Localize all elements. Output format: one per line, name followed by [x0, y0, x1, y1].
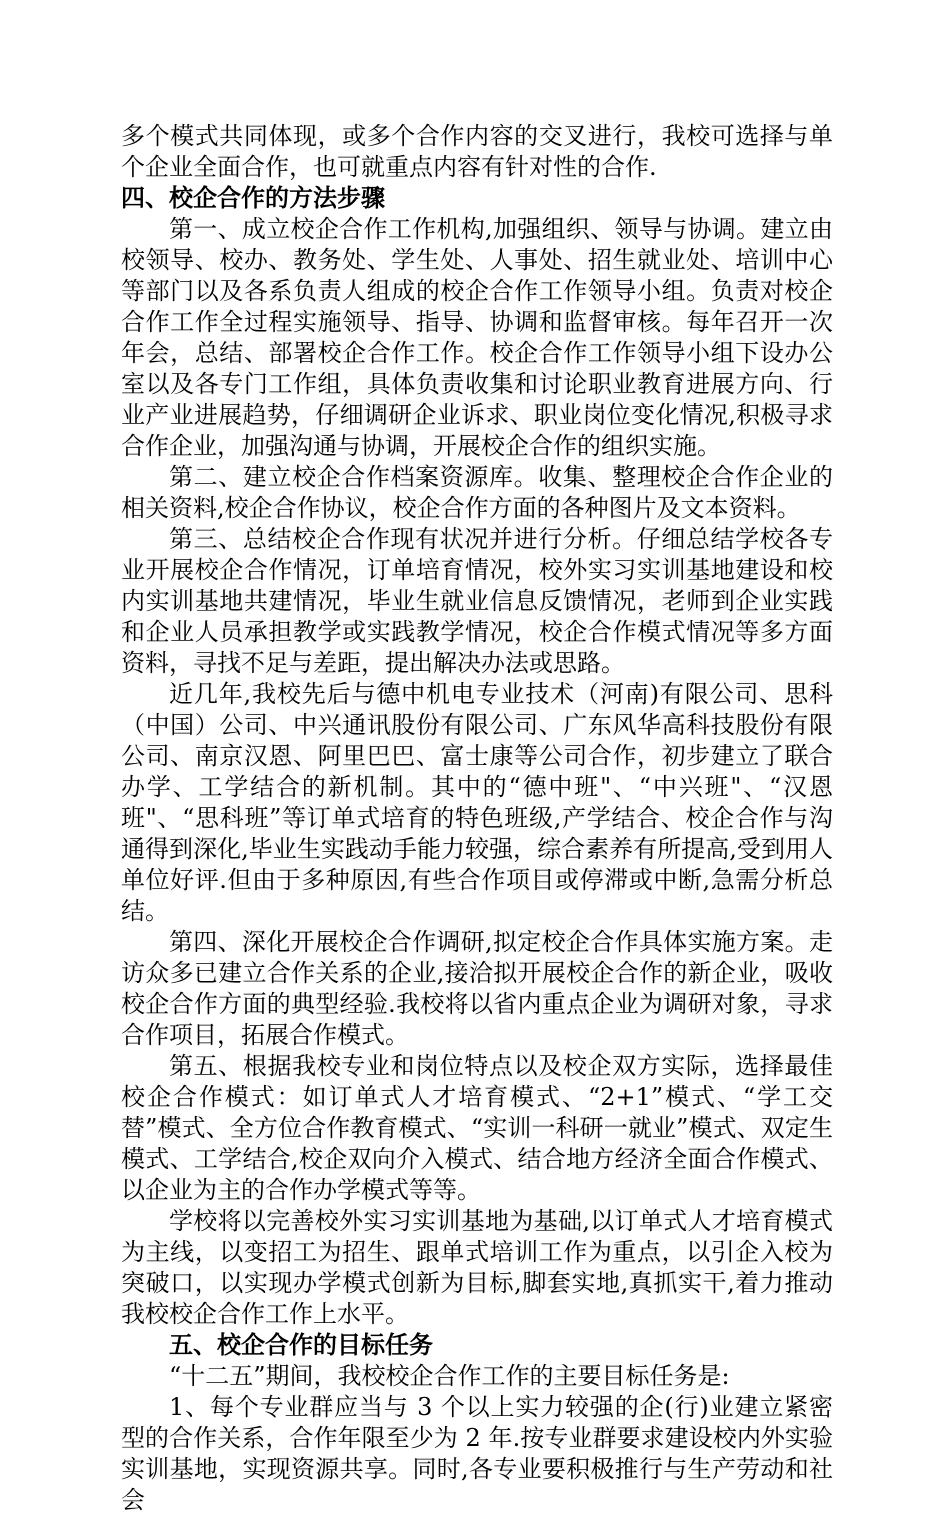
document-page: [121, 121, 833, 1516]
goals-intro-paragraph: “十二五”期间，我校校企合作工作的主要目标任务是:: [169, 1362, 730, 1390]
step-one-paragraph: 第一、成立校企合作工作机构,加强组织、领导与协调。建立由校领导、校办、教务处、学生处、人事处、招生就业处、培训中心等部门以及各系负责人组成的校企合作工作领导小组。负责对校企合作工作全过程实施领导、指导、协调和监督审核。每年召开一次年会，总结、部署校企合作工作。校企合作工作领导小组下设办公室以及各专门工作组，具体负责收集和讨论职业教育进展方向、行业产业进展趋势，仔细调研企业诉求、职业岗位变化情况,积极寻求合作企业，加强沟通与协调，开展校企合作的组织实施。: [121, 215, 833, 460]
step-three-paragraph: 第三、总结校企合作现有状况并进行分析。仔细总结学校各专业开展校企合作情况，订单培育情况，校外实习实训基地建设和校内实训基地共建情况，毕业生就业信息反馈情况，老师到企业实践和企业人员承担教学或实践教学情况，校企合作模式情况等多方面资料，寻找不足与差距，提出解决办法或思路。: [121, 525, 833, 677]
goal-one-paragraph: 1、每个专业群应当与 3 个以上实力较强的企(行)业建立紧密型的合作关系，合作年限至少为 2 年.按专业群要求建设校内外实验实训基地，实现资源共享。同时,各专业要积极推行与生产劳动和社会: [121, 1393, 833, 1514]
step-four-paragraph: 第四、深化开展校企合作调研,拟定校企合作具体实施方案。走访众多已建立合作关系的企业,接洽拟开展校企合作的新企业，吸收校企合作方面的典型经验.我校将以省内重点企业为调研对象，寻求合作项目，拓展合作模式。: [121, 928, 833, 1049]
step-five-paragraph: 第五、根据我校专业和岗位特点以及校企双方实际，选择最佳校企合作模式：如订单式人才培育模式、“2+1”模式、“学工交替”模式、全方位合作教育模式、“实训一科研一就业”模式、双定生模式、工学结合,校企双向介入模式、结合地方经济全面合作模式、以企业为主的合作办学模式等等。: [121, 1052, 833, 1204]
intro-paragraph: 多个模式共同体现，或多个合作内容的交叉进行，我校可选择与单个企业全面合作，也可就重点内容有针对性的合作.: [121, 122, 833, 181]
step-two-paragraph: 第二、建立校企合作档案资源库。收集、整理校企合作企业的相关资料,校企合作协议，校企合作方面的各种图片及文本资料。: [121, 463, 833, 522]
recent-years-paragraph: 近几年,我校先后与德中机电专业技术（河南)有限公司、思科（中国）公司、中兴通讯股份有限公司、广东风华高科技股份有限公司、南京汉恩、阿里巴巴、富士康等公司合作，初步建立了联合办学、工学结合的新机制。其中的“德中班"、“中兴班"、“汉恩班"、“思科班”等订单式培育的特色班级,产学结合、校企合作与沟通得到深化,毕业生实践动手能力较强，综合素养有所提高,受到用人单位好评.但由于多种原因,有些合作项目或停滞或中断,急需分析总结。: [121, 680, 833, 925]
section-heading-goals: 五、校企合作的目标任务: [169, 1331, 433, 1359]
section-heading-methods: 四、校企合作的方法步骤: [121, 184, 385, 212]
school-plan-paragraph: 学校将以完善校外实习实训基地为基础,以订单式人才培育模式为主线，以变招工为招生、跟单式培训工作为重点，以引企入校为突破口，以实现办学模式创新为目标,脚套实地,真抓实干,着力推动我校校企合作工作上水平。: [121, 1207, 833, 1328]
